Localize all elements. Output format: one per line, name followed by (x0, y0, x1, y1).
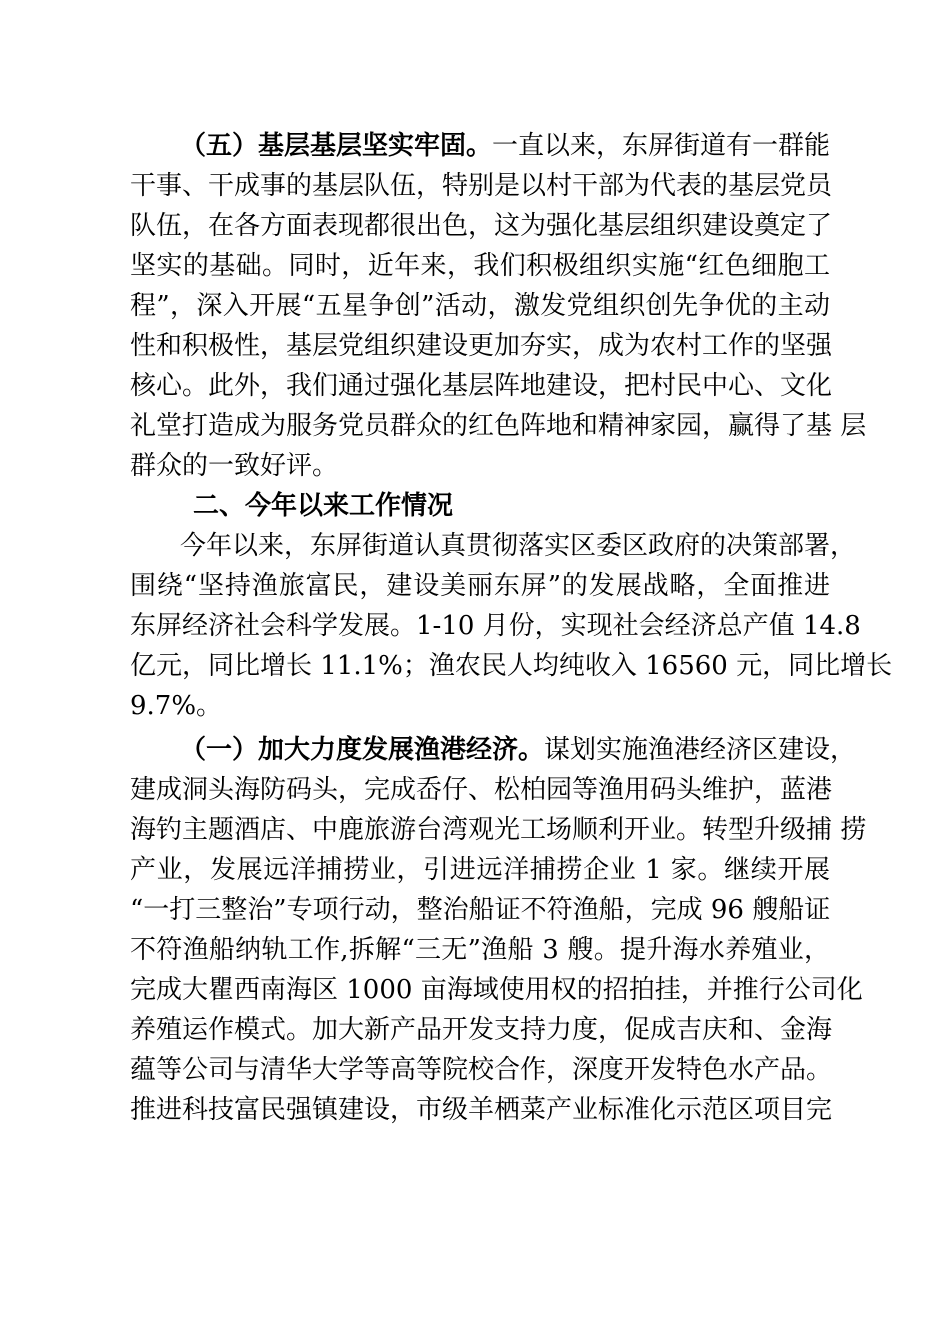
section1-line-5: “一打三整治”专项行动，整治船证不符渔船，完成 96 艘船证 (130, 895, 831, 925)
section1-line-8: 养殖运作模式。加大新产品开发支持力度，促成吉庆和、金海 (130, 1015, 833, 1045)
section5-line-1 (130, 126, 830, 166)
section1-heading: （一）加大力度发展渔港经济。 (180, 735, 545, 765)
intro-line-1: 今年以来，东屏街道认真贯彻落实区委区政府的决策部署， (180, 531, 857, 561)
section5-line-8: 礼堂打造成为服务党员群众的红色阵地和精神家园，赢得了基 层 (130, 411, 867, 441)
section1-line-2: 建成洞头海防码头，完成岙仔、松柏园等渔用码头维护，蓝港 (130, 775, 833, 805)
section5-line-5: 程”，深入开展“五星争创”活动，激发党组织创先争优的主动 (130, 291, 830, 321)
section1-line-6: 不符渔船纳轨工作,拆解“三无”渔船 3 艘。提升海水养殖业， (130, 935, 830, 965)
section5-line-9: 群众的一致好评。 (130, 451, 339, 481)
section5-text: 一直以来，东屏街道有一群能 (492, 131, 831, 161)
section5-line-2: 干事、干成事的基层队伍，特别是以村干部为代表的基层党员 (130, 171, 833, 201)
section1-line-9: 蕴等公司与清华大学等高等院校合作，深度开发特色水产品。 (130, 1055, 833, 1085)
section1-line-10: 推进科技富民强镇建设，市级羊栖菜产业标准化示范区项目完 (130, 1095, 833, 1125)
intro-line-5: 9.7%。 (130, 691, 223, 721)
section5-line-7: 核心。此外，我们通过强化基层阵地建设，把村民中心、文化 (130, 371, 833, 401)
section5-heading: （五）基层基层坚实牢固。 (180, 131, 493, 161)
intro-line-4: 亿元，同比增长 11.1%；渔农民人均纯收入 16560 元，同比增长 (130, 651, 893, 681)
section1-text: 谋划实施渔港经济区建设， (544, 735, 857, 765)
section5-line-4: 坚实的基础。同时，近年来，我们积极组织实施“红色细胞工 (130, 251, 830, 281)
section5-line-6: 性和积极性，基层党组织建设更加夯实，成为农村工作的坚强 (130, 331, 833, 361)
section1-line-1 (130, 730, 857, 770)
intro-line-3: 东屏经济社会科学发展。1-10 月份，实现社会经济总产值 14.8 (130, 611, 861, 641)
section2-heading: 二、今年以来工作情况 (193, 491, 454, 521)
section1-line-4: 产业，发展远洋捕捞业，引进远洋捕捞企业 1 家。继续开展 (130, 855, 830, 885)
section5-line-3: 队伍，在各方面表现都很出色，这为强化基层组织建设奠定了 (130, 211, 833, 241)
section1-line-3: 海钓主题酒店、中鹿旅游台湾观光工场顺利开业。转型升级捕 捞 (130, 815, 867, 845)
section1-line-7: 完成大瞿西南海区 1000 亩海域使用权的招拍挂，并推行公司化 (130, 975, 863, 1005)
intro-line-2: 围绕“坚持渔旅富民，建设美丽东屏”的发展战略，全面推进 (130, 571, 830, 601)
